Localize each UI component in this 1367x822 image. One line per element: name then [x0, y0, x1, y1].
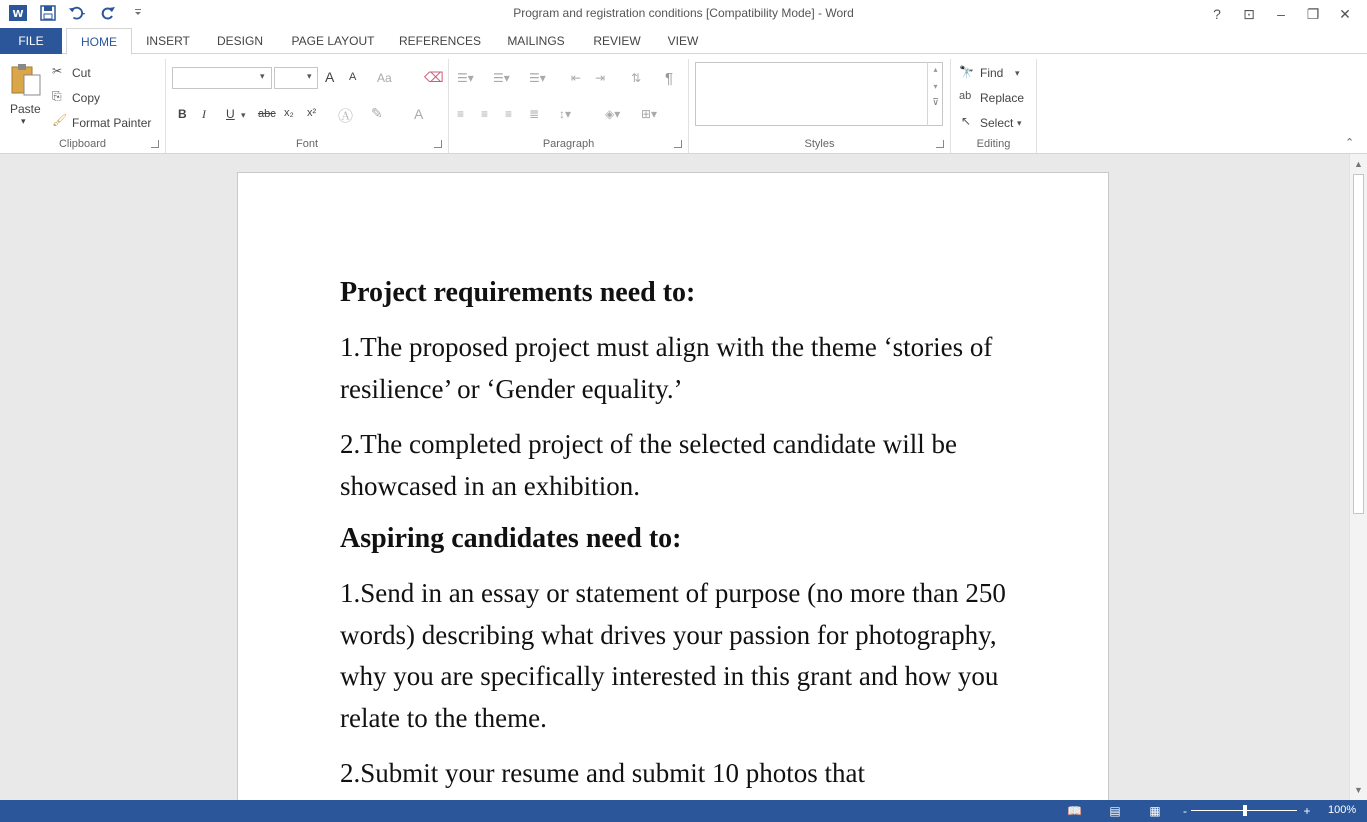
find-dropdown-icon[interactable]: ▾	[1015, 68, 1020, 78]
copy-button[interactable]: Copy	[72, 91, 101, 105]
select-button[interactable]: Select	[980, 116, 1014, 130]
scroll-up-icon[interactable]: ▲	[1354, 159, 1363, 169]
paste-icon	[10, 63, 42, 97]
font-name-dropdown-icon[interactable]: ▾	[260, 71, 265, 81]
underline-dropdown-icon[interactable]: ▾	[241, 110, 246, 120]
paragraph-dialog-launcher-icon[interactable]	[674, 140, 682, 148]
window-controls	[1201, 2, 1361, 26]
shading-icon[interactable]: ◈▾	[605, 107, 621, 121]
text-effects-icon[interactable]: Ⓐ	[338, 108, 354, 125]
decrease-indent-icon[interactable]: ⇤	[571, 71, 582, 85]
window-title: Program and registration conditions [Compatibility Mode] - Word	[513, 6, 854, 20]
clipboard-group-label: Clipboard	[58, 138, 107, 150]
status-bar	[0, 800, 1367, 822]
paragraph-group	[449, 59, 689, 153]
change-case-button[interactable]: Aa	[377, 71, 392, 85]
styles-gallery[interactable]	[695, 62, 943, 126]
scroll-down-icon[interactable]: ▼	[1354, 785, 1363, 795]
bold-button[interactable]: B	[178, 107, 187, 121]
paste-button[interactable]	[8, 61, 44, 129]
document-area	[0, 154, 1349, 800]
zoom-in-button[interactable]: +	[1303, 804, 1311, 818]
ribbon	[0, 55, 1367, 154]
line-spacing-icon[interactable]: ↕▾	[559, 107, 572, 121]
font-name-input[interactable]	[172, 67, 272, 89]
ribbon-tabs	[0, 28, 1367, 54]
grow-font-button[interactable]: A	[325, 69, 335, 85]
font-group	[166, 59, 449, 153]
font-group-label: Font	[295, 138, 318, 150]
font-dialog-launcher-icon[interactable]	[434, 140, 442, 148]
read-mode-icon[interactable]: 📖	[1067, 804, 1082, 818]
title-bar	[0, 0, 1367, 28]
replace-button[interactable]: Replace	[980, 91, 1025, 105]
sort-icon[interactable]: ⇅	[631, 71, 642, 85]
italic-button[interactable]: I	[202, 107, 206, 121]
styles-group-label: Styles	[804, 138, 835, 150]
cut-button[interactable]: Cut	[72, 66, 91, 80]
styles-scroll-down-icon[interactable]: ▾	[933, 82, 938, 91]
tab-design[interactable]: DESIGN	[216, 34, 263, 48]
tab-page-layout[interactable]: PAGE LAYOUT	[291, 34, 375, 48]
format-painter-icon: 🖌	[52, 113, 68, 127]
show-hide-formatting-button[interactable]: ¶	[665, 70, 674, 87]
align-left-icon[interactable]: ≡	[457, 107, 465, 121]
tab-home[interactable]: HOME	[66, 28, 132, 55]
borders-icon[interactable]: ⊞▾	[641, 107, 658, 121]
tab-insert[interactable]: INSERT	[146, 34, 190, 48]
tab-review[interactable]: REVIEW	[593, 34, 641, 48]
editing-group-label: Editing	[976, 138, 1011, 150]
subscript-button[interactable]: x₂	[284, 107, 294, 119]
multilevel-list-icon[interactable]: ☰▾	[529, 71, 546, 85]
bullets-icon[interactable]: ☰▾	[457, 71, 474, 85]
zoom-out-button[interactable]: -	[1183, 804, 1187, 818]
format-painter-button[interactable]: Format Painter	[72, 116, 152, 130]
paste-dropdown-icon[interactable]: ▾	[21, 116, 26, 126]
replace-icon: ab	[959, 90, 972, 102]
shrink-font-button[interactable]: A	[349, 71, 357, 83]
svg-text:W: W	[12, 9, 24, 20]
paragraph-1: 1.The proposed project must align with the theme ‘stories of resilience’ or ‘Gender equality.’	[340, 332, 993, 404]
increase-indent-icon[interactable]: ⇥	[595, 71, 606, 85]
find-icon: 🔭	[959, 65, 974, 79]
clipboard-group	[0, 59, 166, 153]
styles-scroll-up-icon[interactable]: ▴	[933, 65, 938, 74]
find-button[interactable]: Find	[980, 66, 1004, 80]
paragraph-3: 1.Send in an essay or statement of purpose (no more than 250 words) describing what drives your passion for photography, why you are specifically interested in this grant and how you relate to the theme.	[340, 578, 1006, 733]
zoom-level[interactable]: 100%	[1328, 804, 1357, 816]
styles-more-icon[interactable]: ⊽	[932, 97, 939, 107]
cut-icon: ✂	[52, 64, 63, 78]
tab-mailings[interactable]: MAILINGS	[507, 34, 565, 48]
help-button[interactable]: ?	[1213, 6, 1221, 22]
paragraph-2: 2.The completed project of the selected candidate will be showcased in an exhibition.	[340, 429, 957, 501]
styles-gallery-scroll[interactable]	[927, 62, 943, 126]
web-layout-icon[interactable]: ▦	[1149, 804, 1161, 818]
highlight-color-icon[interactable]: ✎	[371, 105, 383, 121]
document-body[interactable]	[340, 275, 1030, 800]
select-cursor-icon: ↖	[961, 114, 972, 128]
minimize-button[interactable]: –	[1277, 6, 1285, 22]
superscript-button[interactable]: x²	[307, 107, 317, 119]
copy-icon: ⎘	[52, 89, 62, 103]
styles-group	[689, 59, 951, 153]
tab-references[interactable]: REFERENCES	[398, 34, 481, 48]
close-button[interactable]: ✕	[1339, 5, 1351, 22]
heading-aspiring-candidates: Aspiring candidates need to:	[340, 523, 682, 554]
numbering-icon[interactable]: ☰▾	[493, 71, 510, 85]
select-dropdown-icon[interactable]: ▾	[1017, 118, 1022, 128]
print-layout-icon[interactable]: ▤	[1109, 804, 1121, 818]
paragraph-4: 2.Submit your resume and submit 10 photos that	[340, 758, 865, 788]
clipboard-dialog-launcher-icon[interactable]	[151, 140, 159, 148]
strikethrough-button[interactable]: abc	[258, 108, 276, 120]
restore-button[interactable]: ❐	[1306, 5, 1320, 22]
paragraph-group-label: Paragraph	[542, 138, 595, 150]
scrollbar-thumb[interactable]	[1353, 174, 1364, 514]
font-size-dropdown-icon[interactable]: ▾	[307, 71, 312, 81]
collapse-ribbon-icon[interactable]: ⌃	[1345, 137, 1355, 149]
zoom-slider-thumb[interactable]	[1243, 805, 1247, 816]
align-right-icon[interactable]: ≡	[505, 107, 513, 121]
tab-file[interactable]: FILE	[0, 28, 62, 54]
editing-group	[951, 59, 1037, 153]
tab-view[interactable]: VIEW	[667, 34, 699, 48]
underline-button[interactable]: U	[226, 107, 235, 121]
font-color-button[interactable]: A	[414, 106, 424, 122]
vertical-scrollbar[interactable]	[1349, 154, 1367, 800]
align-center-icon[interactable]: ≡	[481, 107, 489, 121]
paste-label: Paste	[10, 102, 41, 116]
justify-icon[interactable]: ≣	[529, 107, 540, 121]
document-page[interactable]	[237, 172, 1109, 800]
clear-formatting-icon[interactable]: ⌫	[424, 69, 444, 85]
heading-project-requirements: Project requirements need to:	[340, 277, 696, 308]
styles-dialog-launcher-icon[interactable]	[936, 140, 944, 148]
ribbon-display-options-button[interactable]: ⊡	[1243, 5, 1255, 22]
